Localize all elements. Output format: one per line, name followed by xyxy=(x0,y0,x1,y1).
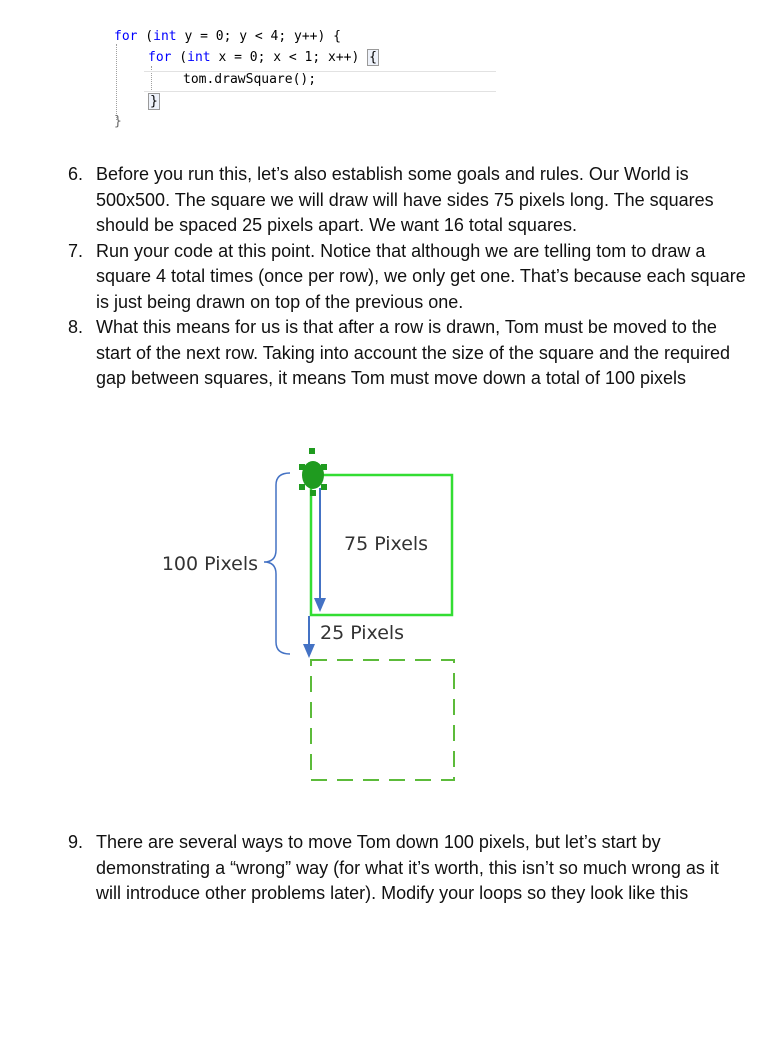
code-line-2: for (int x = 0; x < 1; x++) { xyxy=(148,50,377,65)
code-text: x = 0; x < 1; x++) xyxy=(210,50,368,65)
list-item xyxy=(0,315,746,392)
list-item xyxy=(0,830,746,907)
item-text: Before you run this, let’s also establish some goals and rules. Our World is 500x500. The square we will draw will have sides 75 pixels long. The squares should be spaced 25 pixels apart. We want 16 total squares. xyxy=(96,164,714,235)
code-line-1: for (int y = 0; y < 4; y++) { xyxy=(114,29,341,44)
closing-brace: } xyxy=(114,114,122,129)
list-item xyxy=(0,162,746,239)
label-side: 75 Pixels xyxy=(344,533,429,555)
code-line-5 xyxy=(114,113,122,131)
arrow-25-head xyxy=(303,644,315,658)
item-number: 8. xyxy=(68,317,84,337)
brace xyxy=(264,473,290,654)
matched-brace-open: { xyxy=(369,50,377,65)
item-number: 7. xyxy=(68,240,84,261)
code-line-3 xyxy=(183,71,316,89)
keyword-int: int xyxy=(187,50,211,65)
code-line-4 xyxy=(148,93,160,111)
code-snippet xyxy=(96,24,452,134)
item-number: 6. xyxy=(68,164,84,184)
list-item xyxy=(0,239,746,316)
item-text: Run your code at this point. Notice that although we are telling tom to draw a square 4 total times (once per row), we only get one. That’s because each square is just being drawn on top of the previous one. xyxy=(96,240,746,312)
item-number: 9. xyxy=(68,832,84,852)
label-gap: 25 Pixels xyxy=(320,622,405,644)
keyword-for: for xyxy=(114,29,138,44)
code-text: y = 0; y < 4; y++) { xyxy=(176,29,341,44)
keyword-for: for xyxy=(148,50,172,65)
arrow-75-head xyxy=(314,598,326,612)
diagram-svg xyxy=(0,440,776,800)
instruction-list-continued xyxy=(0,830,776,907)
turtle-icon xyxy=(299,448,327,496)
indent-guide xyxy=(116,44,117,120)
movement-diagram xyxy=(0,440,776,800)
matched-brace-close: } xyxy=(150,94,158,109)
item-text: There are several ways to move Tom down 100 pixels, but let’s start by demonstrating a “wrong” way (for what it’s worth, this isn’t so much wrong as it will introduce other problems later). Modify your loops so they look like this xyxy=(96,832,719,903)
label-total: 100 Pixels xyxy=(161,553,258,575)
item-text: What this means for us is that after a row is drawn, Tom must be moved to the start of the next row. Taking into account the size of the square and the required gap between squares, it means Tom must move down a total of 100 pixels xyxy=(96,317,731,388)
keyword-int: int xyxy=(153,29,177,44)
code-text: tom.drawSquare(); xyxy=(183,72,317,87)
instruction-list xyxy=(0,162,776,392)
next-square-outline xyxy=(311,660,454,780)
